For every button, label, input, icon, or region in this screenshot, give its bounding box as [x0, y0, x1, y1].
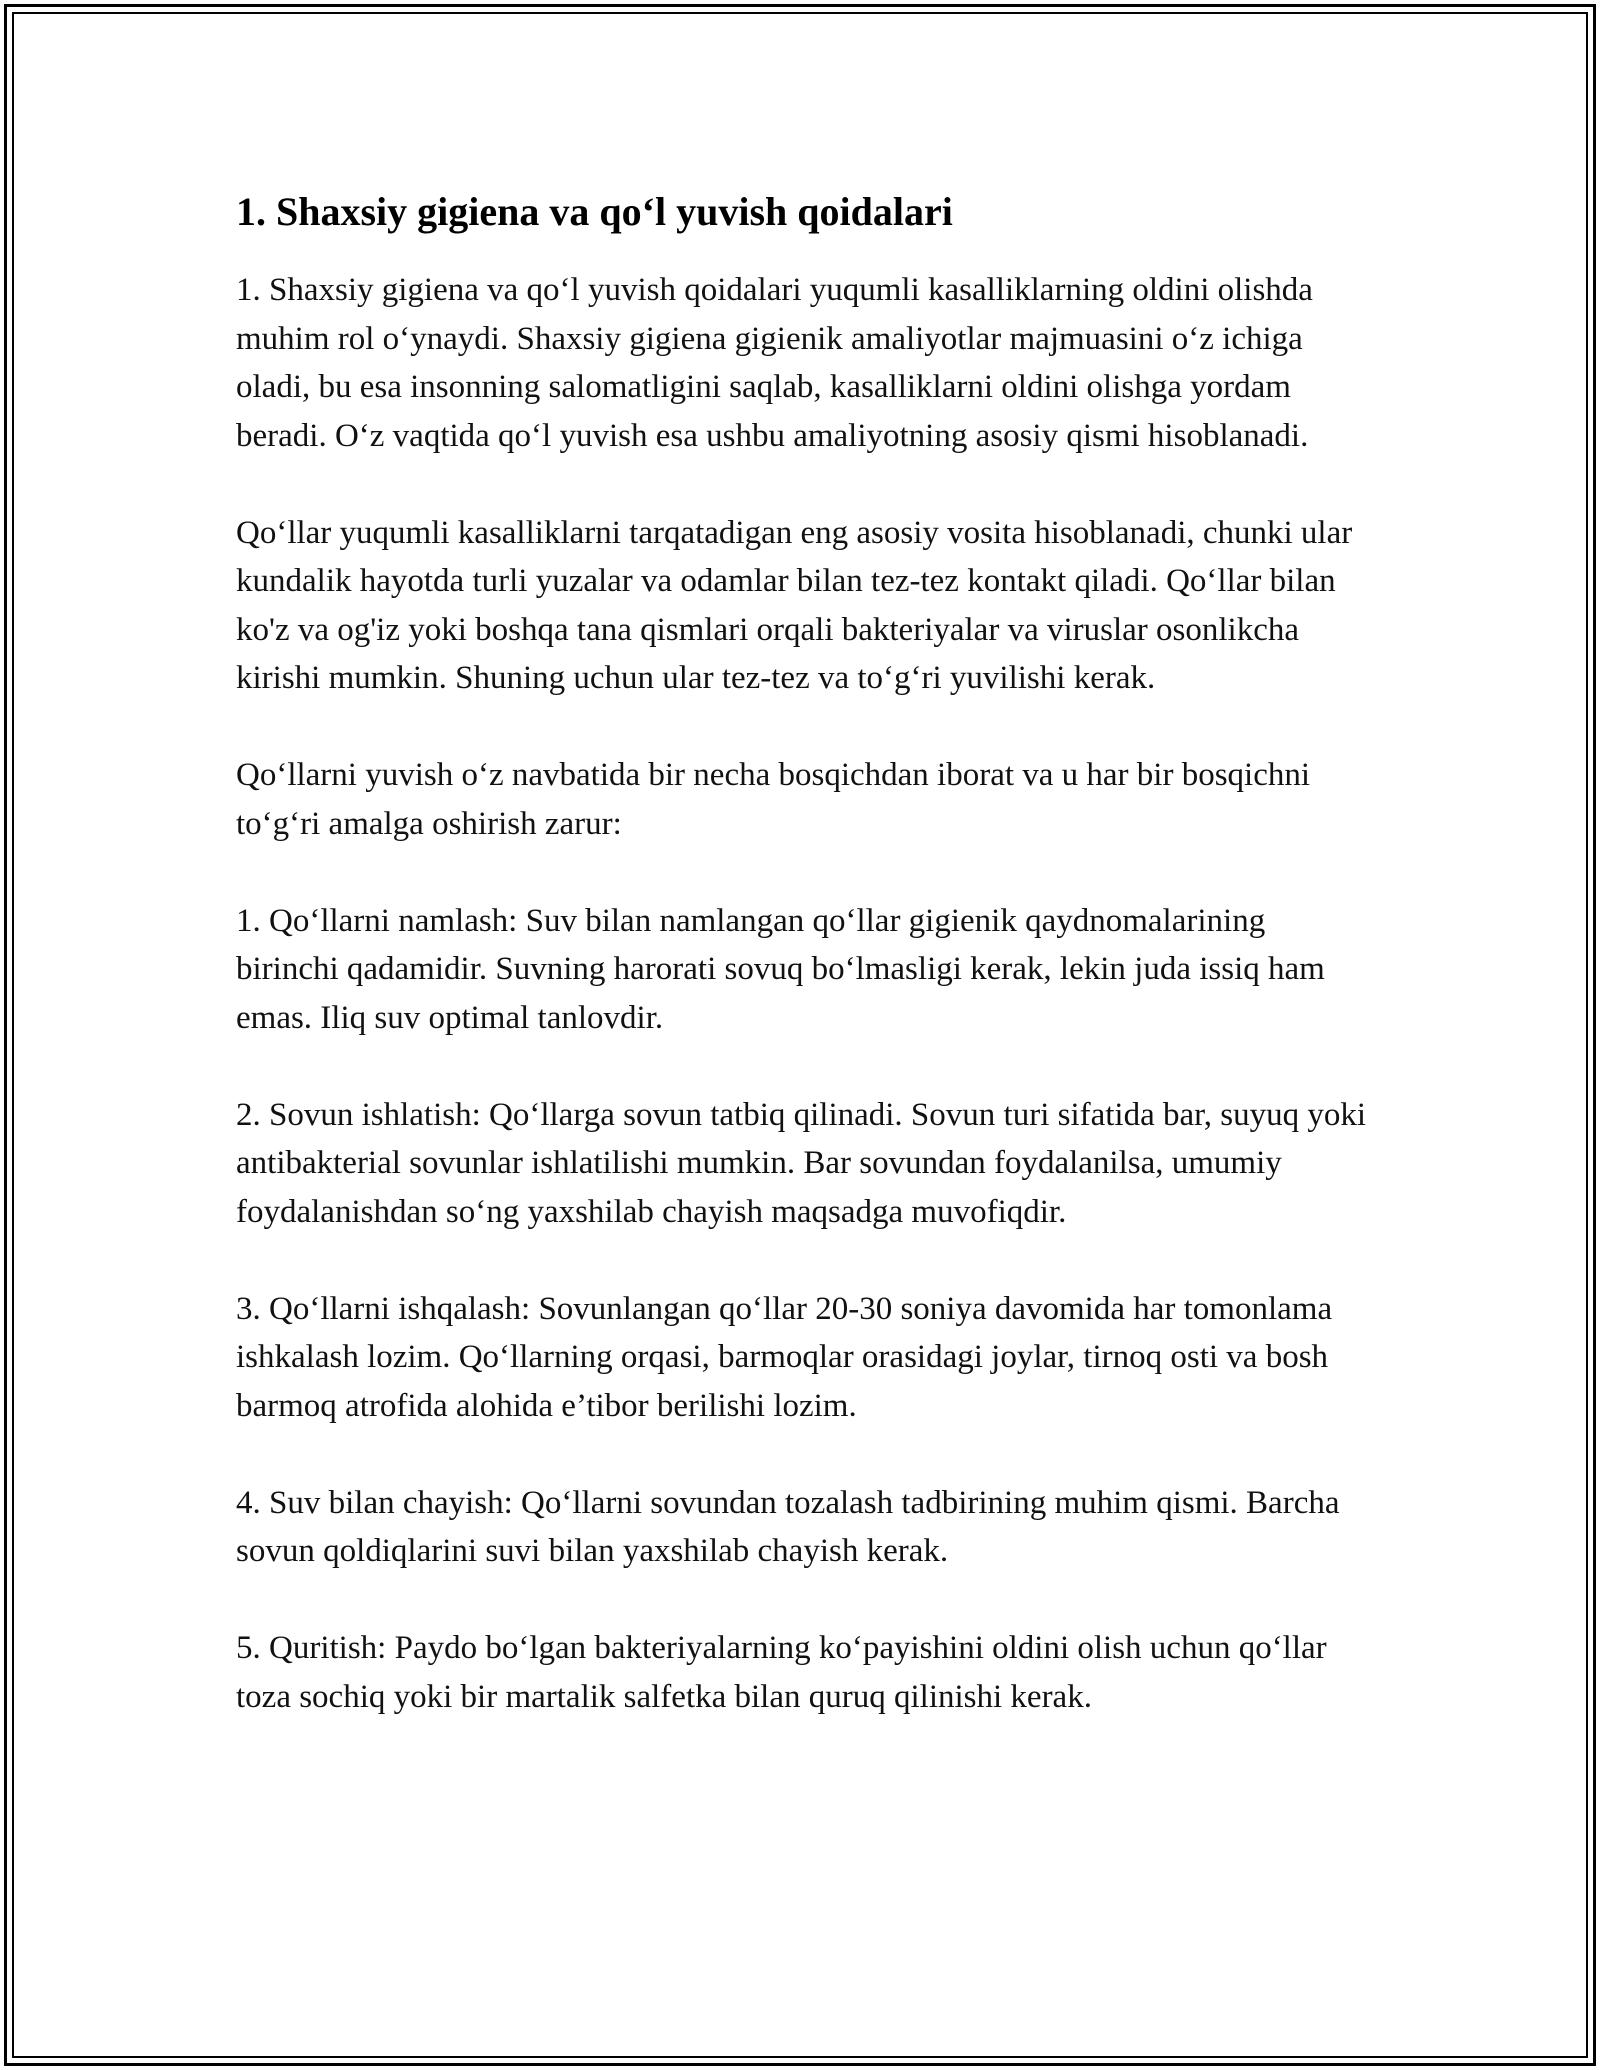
step-2-soap: 2. Sovun ishlatish: Qo‘llarga sovun tatbiq qilinadi. Sovun turi sifatida bar, suyuq yoki antibakterial sovunlar ishlatilishi mumkin. Bar sovundan foydalanilsa, umumiy foydalanishdan so‘ng yaxshilab chayish maqsadga muvofiqdir. — [236, 1096, 1367, 1230]
step-5-drying: 5. Quritish: Paydo bo‘lgan bakteriyalarning ko‘payishini oldini olish uchun qo‘llar toza sochiq yoki bir martalik salfetka bilan quruq qilinishi kerak. — [236, 1630, 1327, 1715]
step-1-wetting: 1. Qo‘llarni namlash: Suv bilan namlangan qo‘llar gigienik qaydnomalarining birinchi qadamidir. Suvning harorati sovuq bo‘lmasligi kerak, lekin juda issiq ham emas. Iliq suv optimal tanlovdir. — [236, 902, 1325, 1036]
step-3-rubbing: 3. Qo‘llarni ishqalash: Sovunlangan qo‘llar 20-30 soniya davomida har tomonlama ishkalash lozim. Qo‘llarning orqasi, barmoqlar orasidagi joylar, tirnoq osti va bosh barmoq atrofida alohida e’tibor berilishi lozim. — [236, 1290, 1333, 1424]
document-body — [236, 186, 1376, 1770]
paragraph-intro: 1. Shaxsiy gigiena va qo‘l yuvish qoidalari yuqumli kasalliklarning oldini olishda muhim rol o‘ynaydi. Shaxsiy gigiena gigienik amaliyotlar majmuasini o‘z ichiga oladi, bu esa insonning salomatligini saqlab, kasalliklarni oldini olishga yordam beradi. O‘z vaqtida qo‘l yuvish esa ushbu amaliyotning asosiy qismi hisoblanadi. — [236, 272, 1313, 454]
paragraph-hands-transmission: Qo‘llar yuqumli kasalliklarni tarqatadigan eng asosiy vosita hisoblanadi, chunki ular kundalik hayotda turli yuzalar va odamlar bilan tez-tez kontakt qiladi. Qo‘llar bilan ko'z va og'iz yoki boshqa tana qismlari orqali bakteriyalar va viruslar osonlikcha kirishi mumkin. Shuning uchun ular tez-tez va to‘g‘ri yuvilishi kerak. — [236, 514, 1353, 696]
document-title: 1. Shaxsiy gigiena va qo‘l yuvish qoidalari — [236, 189, 953, 234]
step-4-rinsing: 4. Suv bilan chayish: Qo‘llarni sovundan tozalash tadbirining muhim qismi. Barcha sovun qoldiqlarini suvi bilan yaxshilab chayish kerak. — [236, 1484, 1340, 1569]
paragraph-steps-intro: Qo‘llarni yuvish o‘z navbatida bir necha bosqichdan iborat va u har bir bosqichni to‘g‘ri amalga oshirish zarur: — [236, 757, 1311, 842]
